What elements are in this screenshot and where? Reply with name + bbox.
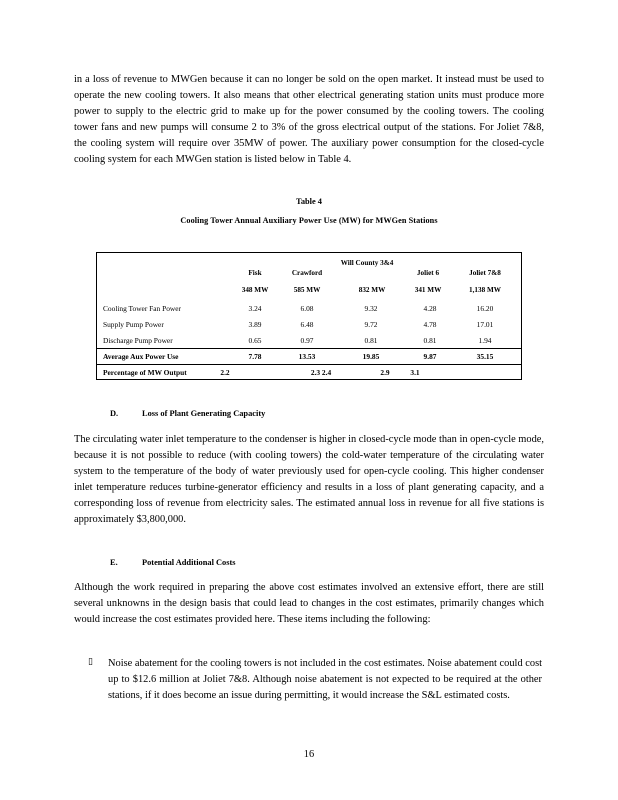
table-row-total (101, 349, 517, 365)
cell: 7.78 (248, 352, 262, 361)
col-header-joliet-6: Joliet 6 (416, 269, 440, 277)
row-label: Average Aux Power Use (103, 352, 179, 361)
cell: 3.1 (410, 368, 420, 377)
col-capacity-will-county: 832 MW (358, 286, 386, 294)
col-header-joliet-78: Joliet 7&8 (469, 269, 501, 277)
section-d-paragraph: The circulating water inlet temperature to the condenser is higher in closed-cycle mode than in open-cycle mode, because it is not possible to reduce (with cooling towers) the cold-water temperature of the circulating water system to the temperature of the body of water previously used for open-cycle cooling. This higher condenser inlet temperature reduces turbine-generator efficiency and results in a loss of plant generating capacity, and a corresponding loss of revenue from electricity sales. The estimated annual loss in revenue for all five stations is approximately $3,800,000. (74, 434, 544, 525)
table-caption: Cooling Tower Annual Auxiliary Power Use (MW) for MWGen Stations (180, 216, 438, 225)
bullet-marker: ▯ (88, 656, 93, 666)
cell: 0.81 (364, 336, 378, 345)
table-row-percentage (101, 365, 517, 381)
cell: 2.9 (380, 368, 390, 377)
cell: 2.2 (220, 368, 230, 377)
row-label: Discharge Pump Power (103, 336, 173, 345)
section-e-letter: E. (110, 558, 118, 567)
cell: 9.72 (364, 320, 378, 329)
col-header-fisk: Fisk (248, 269, 262, 277)
col-header-crawford: Crawford (291, 269, 323, 277)
cell: 13.53 (298, 352, 316, 361)
cell: 2.3 2.4 (310, 368, 332, 377)
row-label: Cooling Tower Fan Power (103, 304, 181, 313)
cell: 19.85 (362, 352, 380, 361)
cell: 0.81 (423, 336, 437, 345)
cell: 4.78 (423, 320, 437, 329)
table-row (101, 301, 517, 317)
cell: 9.87 (423, 352, 437, 361)
cell: 6.08 (300, 304, 314, 313)
col-capacity-joliet-6: 341 MW (414, 286, 442, 294)
cell: 3.89 (248, 320, 262, 329)
aux-power-table (96, 252, 522, 380)
col-capacity-crawford: 585 MW (293, 286, 321, 294)
cell: 1.94 (478, 336, 492, 345)
table-row (101, 317, 517, 333)
cell: 35.15 (476, 352, 494, 361)
row-label: Supply Pump Power (103, 320, 164, 329)
cell: 0.65 (248, 336, 262, 345)
cell: 17.01 (476, 320, 494, 329)
section-d-title: Loss of Plant Generating Capacity (142, 409, 266, 418)
bullet-noise-abatement: Noise abatement for the cooling towers is not included in the cost estimates. Noise abatement could cost up to $12.6 million at Joliet 7&8. Although noise abatement is not expected to be required at the other stations, if it does become an issue during permitting, it would increase the S&L estimated costs. (108, 658, 542, 701)
section-e-title: Potential Additional Costs (142, 558, 236, 567)
page-number: 16 (303, 749, 315, 760)
intro-paragraph: in a loss of revenue to MWGen because it can no longer be sold on the open market. It instead must be used to operate the new cooling towers. It also means that other electrical generating station units must produce more power to supply to the electric grid to make up for the power consumed by the cooling towers. The cooling tower fans and new pumps will consume 2 to 3% of the gross electrical output of the stations. For Joliet 7&8, the cooling system will require over 35MW of power. The auxiliary power consumption for the closed-cycle cooling system for each MWGen station is listed below in Table 4. (74, 74, 544, 165)
col-capacity-joliet-78: 1,138 MW (469, 286, 501, 294)
section-d-letter: D. (110, 409, 119, 418)
cell: 3.24 (248, 304, 262, 313)
cell: 4.28 (423, 304, 437, 313)
row-label: Percentage of MW Output (103, 368, 187, 377)
cell: 6.48 (300, 320, 314, 329)
col-capacity-fisk: 348 MW (241, 286, 269, 294)
cell: 0.97 (300, 336, 314, 345)
cell: 16.20 (476, 304, 494, 313)
table-number: Table 4 (296, 197, 322, 206)
cell: 9.32 (364, 304, 378, 313)
table-row (101, 333, 517, 349)
section-e-paragraph: Although the work required in preparing the above cost estimates involved an extensive effort, there are still several unknowns in the design basis that could lead to changes in the cost estimates, primarily changes which would increase the cost estimates provided here. These items including the following: (74, 582, 544, 625)
col-header-will-county: Will County 3&4 (340, 259, 394, 267)
